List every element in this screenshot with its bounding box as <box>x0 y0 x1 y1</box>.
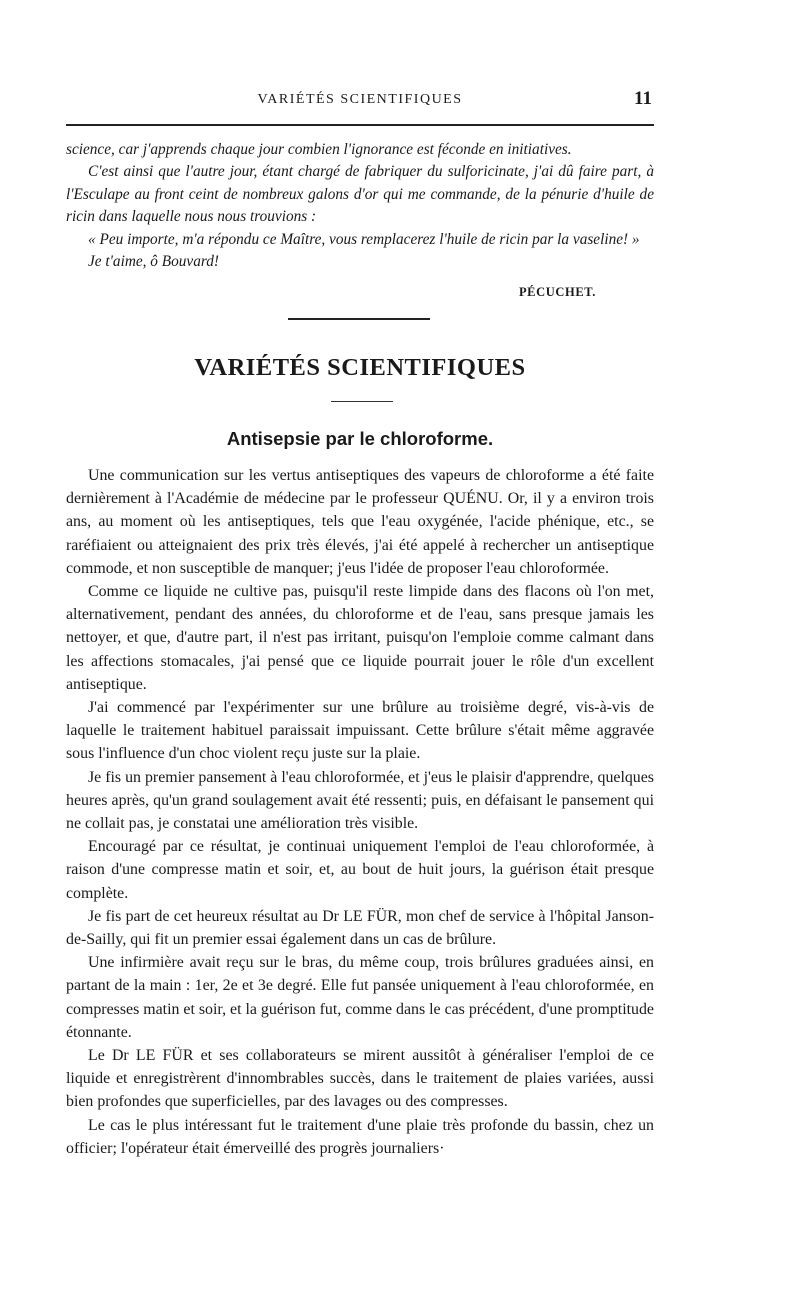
article-paragraph: Une communication sur les vertus antiseptiques des vapeurs de chloroforme a été faite dernièrement à l'Académie de médecine par le professeur QUÉNU. Or, il y a environ trois ans, au moment où les antiseptiques, tels que l'eau oxygénée, l'acide phénique, etc., se raréfiaient ou atteignaient des prix très élevés, j'ai été appelé à rechercher un antiseptique commode, et non susceptible de manquer; j'eus l'idée de proposer l'eau chloroformée. <box>66 467 654 577</box>
letter-paragraph: science, car j'apprends chaque jour combien l'ignorance est féconde en initiatives. <box>66 141 572 158</box>
article-paragraph: J'ai commencé par l'expérimenter sur une brûlure au troisième degré, vis-à-vis de laquelle le traitement habituel paraissait impuissant. Cette brûlure s'était même aggravée sous l'influence d'un choc violent reçu juste sur la plaie. <box>66 699 654 763</box>
section-title: VARIÉTÉS SCIENTIFIQUES <box>194 354 526 381</box>
article-paragraph: Le cas le plus intéressant fut le traitement d'une plaie très profonde du bassin, chez un officier; l'opérateur était émerveillé des progrès journaliers· <box>66 1116 654 1157</box>
title-underline <box>331 401 393 402</box>
article-paragraph: Je fis part de cet heureux résultat au Dr LE FÜR, mon chef de service à l'hôpital Janson-de-Sailly, qui fit un premier essai également dans un cas de brûlure. <box>66 907 654 949</box>
article-paragraph: Le Dr LE FÜR et ses collaborateurs se mirent aussitôt à généraliser l'emploi de ce liquide et enregistrèrent d'innombrables succès, dans le traitement de plaies variées, aussi bien profondes que superficielles, par des lavages ou des compresses. <box>66 1047 654 1111</box>
article-paragraph: Comme ce liquide ne cultive pas, puisqu'il reste limpide dans des flacons où l'on met, alternativement, pendant des années, du chloroforme et de l'eau, sans presque jamais les nettoyer, et que, d'autre part, il n'est pas irritant, puisqu'on l'emploie comme calmant dans les affections stomacales, j'ai pensé que ce liquide pourrait jouer le rôle d'un excellent antiseptique. <box>66 583 654 693</box>
article-body <box>66 464 654 1160</box>
running-head-title: VARIÉTÉS SCIENTIFIQUES <box>257 92 463 107</box>
letter-paragraph: « Peu importe, m'a répondu ce Maître, vous remplacerez l'huile de ricin par la vaseline! » <box>88 230 640 248</box>
letter-paragraph: C'est ainsi que l'autre jour, étant chargé de fabriquer du sulforicinate, j'ai dû faire part, à l'Esculape au front ceint de nombreux galons d'or qui me commande, de la pénurie d'huile de ricin dans laquelle nous nous trouvions : <box>66 163 654 226</box>
running-head <box>66 88 654 112</box>
letter-signature: PÉCUCHET. <box>518 285 596 299</box>
header-rule <box>66 124 654 126</box>
section-divider <box>288 318 430 320</box>
letter-excerpt <box>66 139 654 273</box>
page-number: 11 <box>634 88 652 109</box>
article-paragraph: Une infirmière avait reçu sur le bras, du même coup, trois brûlures graduées ainsi, en partant de la main : 1er, 2e et 3e degré. Elle fut pansée uniquement à l'eau chloroformée, en compresses matin et soir, et la guérison fut, comme dans le cas précédent, d'une promptitude étonnante. <box>66 954 654 1041</box>
article-paragraph: Je fis un premier pansement à l'eau chloroformée, et j'eus le plaisir d'apprendre, quelques heures après, qu'un grand soulagement avait été ressenti; puis, en défaisant le pansement qui ne collait pas, je constatai une amélioration très visible. <box>66 768 654 833</box>
letter-closing: Je t'aime, ô Bouvard! <box>88 253 219 271</box>
article-paragraph: Encouragé par ce résultat, je continuai uniquement l'emploi de l'eau chloroformée, à raison d'une compresse matin et soir, et, au bout de huit jours, la guérison était presque complète. <box>66 838 654 902</box>
article-title: Antisepsie par le chloroforme. <box>226 428 494 449</box>
